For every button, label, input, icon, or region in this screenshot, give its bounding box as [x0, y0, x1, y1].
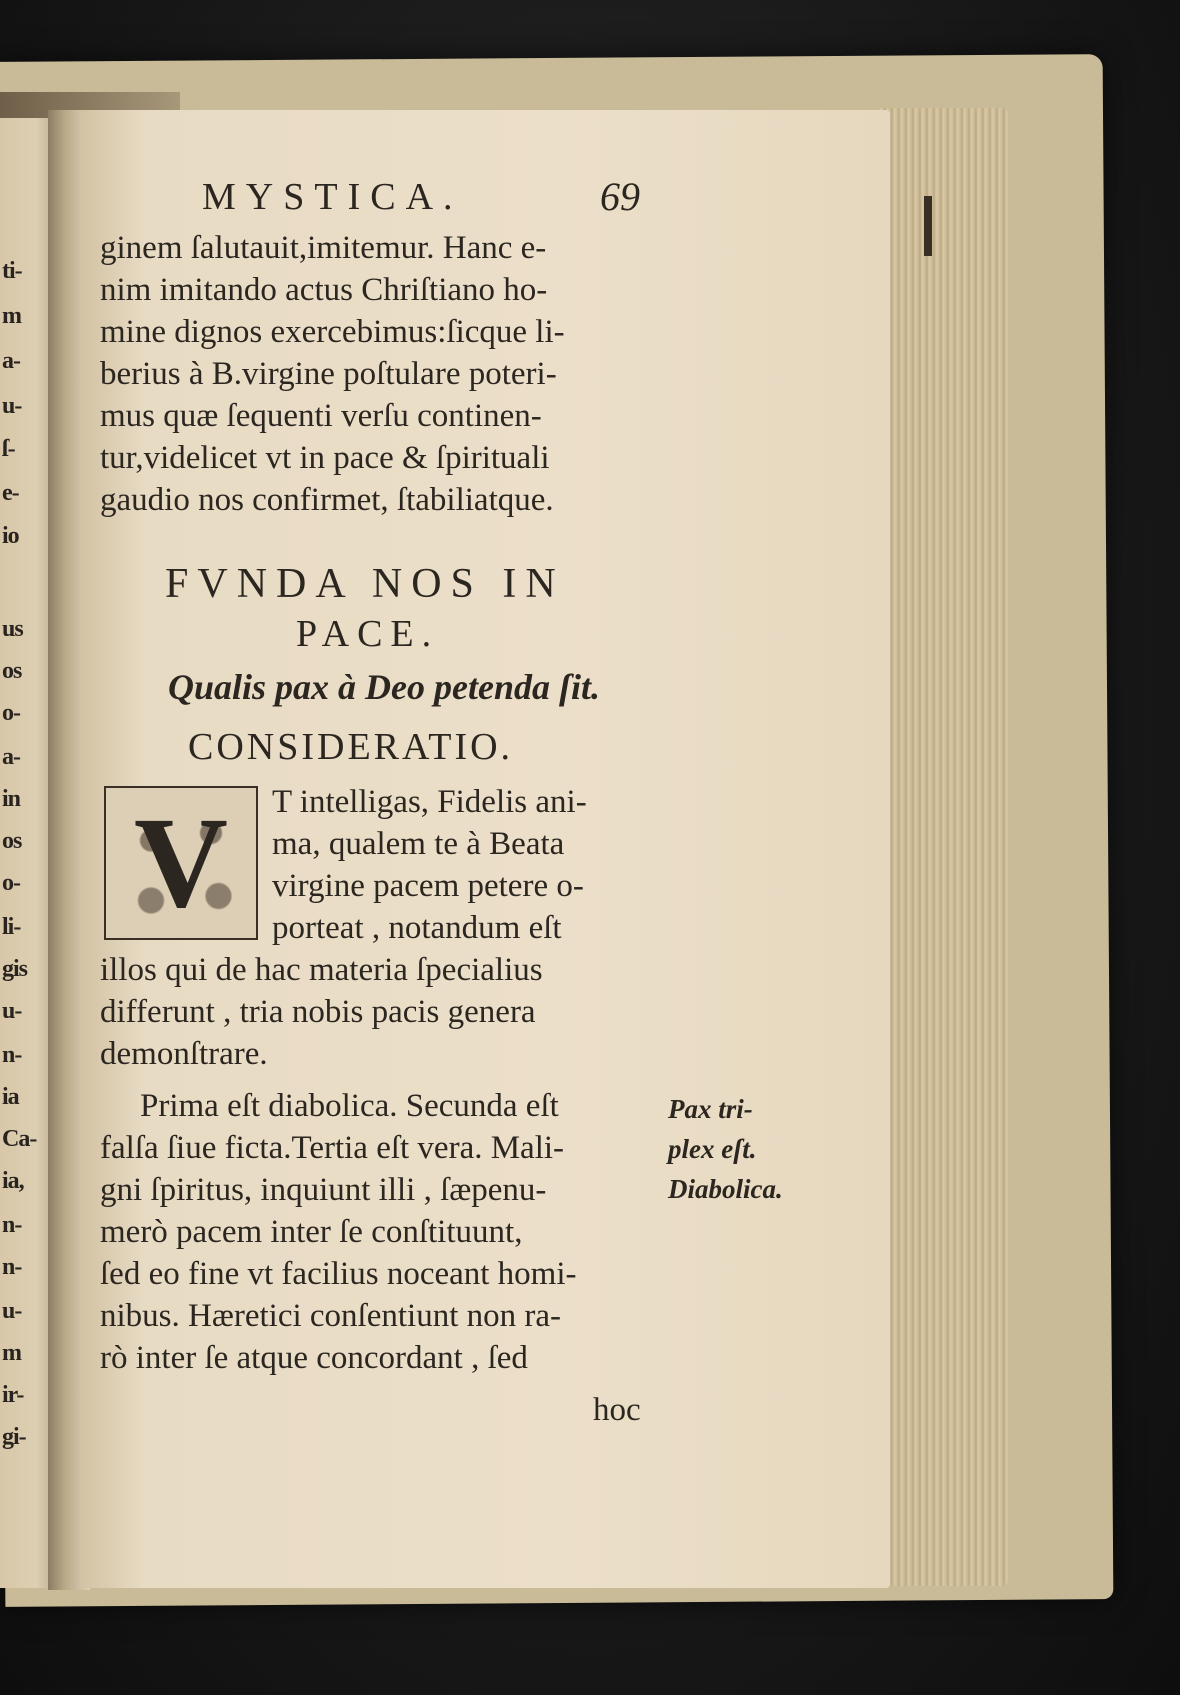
text-line: T intelligas, Fidelis ani-	[272, 784, 587, 820]
text-line: mine dignos exercebimus:ſicque li-	[100, 314, 565, 350]
text-line: mus quæ ſequenti verſu continen-	[100, 398, 542, 434]
left-page-fragment: o-	[2, 700, 20, 726]
left-page-fragment: o-	[2, 870, 20, 896]
left-page-fragment: ia	[2, 1084, 19, 1110]
left-page-fragment: a-	[2, 744, 20, 770]
left-page-fragment: u-	[2, 1298, 22, 1324]
text-line: nim imitando actus Chriſtiano ho-	[100, 272, 548, 308]
left-page-fragment: gis	[2, 956, 28, 982]
left-page-fragment: ſ-	[2, 436, 15, 462]
catchword: hoc	[593, 1392, 641, 1428]
text-line: Prima eſt diabolica. Secunda eſt	[140, 1088, 559, 1124]
text-line: demonſtrare.	[100, 1036, 268, 1072]
subheading: Qualis pax à Deo petenda ſit.	[168, 667, 600, 707]
margin-note-line: Diabolica.	[668, 1174, 783, 1204]
text-line: ſed eo fine vt facilius noceant homi-	[100, 1256, 577, 1292]
text-line: gaudio nos confirmet, ſtabiliatque.	[100, 482, 554, 518]
left-page-fragment: ia,	[2, 1168, 24, 1194]
left-page-fragment: a-	[2, 348, 20, 374]
left-page-fragment: li-	[2, 914, 21, 940]
text-line: differunt , tria nobis pacis genera	[100, 994, 536, 1030]
left-page-fragment: m	[2, 1340, 21, 1366]
text-line: tur,videlicet vt in pace & ſpirituali	[100, 440, 550, 476]
left-page-fragment: n-	[2, 1042, 22, 1068]
text-line: gni ſpiritus, inquiunt illi , ſæpenu-	[100, 1172, 547, 1208]
text-line: nibus. Hæretici conſentiunt non ra-	[100, 1298, 561, 1334]
text-line: berius à B.virgine poſtulare poteri-	[100, 356, 557, 392]
text-line: merò pacem inter ſe conſtituunt,	[100, 1214, 523, 1250]
left-page-fragment: Ca-	[2, 1126, 37, 1152]
page-edges	[880, 108, 1008, 1586]
text-line: virgine pacem petere o-	[272, 868, 584, 904]
text-line: rò inter ſe atque concordant , ſed	[100, 1340, 528, 1376]
left-page-fragment: in	[2, 786, 21, 812]
text-line: falſa ſiue ficta.Tertia eſt vera. Mali-	[100, 1130, 565, 1166]
left-page-fragment: ti-	[2, 258, 22, 284]
left-page-fragment: u-	[2, 393, 22, 419]
section-heading-continued: PACE.	[296, 613, 440, 655]
left-page-fragment: os	[2, 658, 22, 684]
left-page-fragment: e-	[2, 480, 19, 506]
left-page-fragment: os	[2, 828, 22, 854]
margin-note-line: Pax tri-	[668, 1094, 753, 1124]
text-line: illos qui de hac materia ſpecialius	[100, 952, 543, 988]
left-page-fragment: n-	[2, 1254, 22, 1280]
text-line: porteat , notandum eſt	[272, 910, 562, 946]
left-page-fragment: u-	[2, 998, 22, 1024]
running-title: MYSTICA.	[202, 176, 463, 218]
page-number: 69	[600, 174, 640, 219]
consideratio-heading: CONSIDERATIO.	[188, 726, 514, 768]
left-page-fragment: io	[2, 523, 19, 549]
decorated-initial	[104, 786, 258, 940]
running-head	[118, 175, 668, 225]
initial-letter: V	[134, 791, 228, 935]
text-line: ma, qualem te à Beata	[272, 826, 565, 862]
left-page-fragment: us	[2, 616, 23, 642]
left-page-fragment: n-	[2, 1212, 22, 1238]
left-page-fragment: ir-	[2, 1382, 24, 1408]
section-heading: FVNDA NOS IN	[165, 561, 565, 607]
left-page-fragment: gi-	[2, 1424, 26, 1450]
text-line: ginem ſalutauit,imitemur. Hanc e-	[100, 230, 547, 266]
left-page-fragment: m	[2, 303, 21, 329]
margin-note-line: plex eſt.	[668, 1134, 757, 1164]
